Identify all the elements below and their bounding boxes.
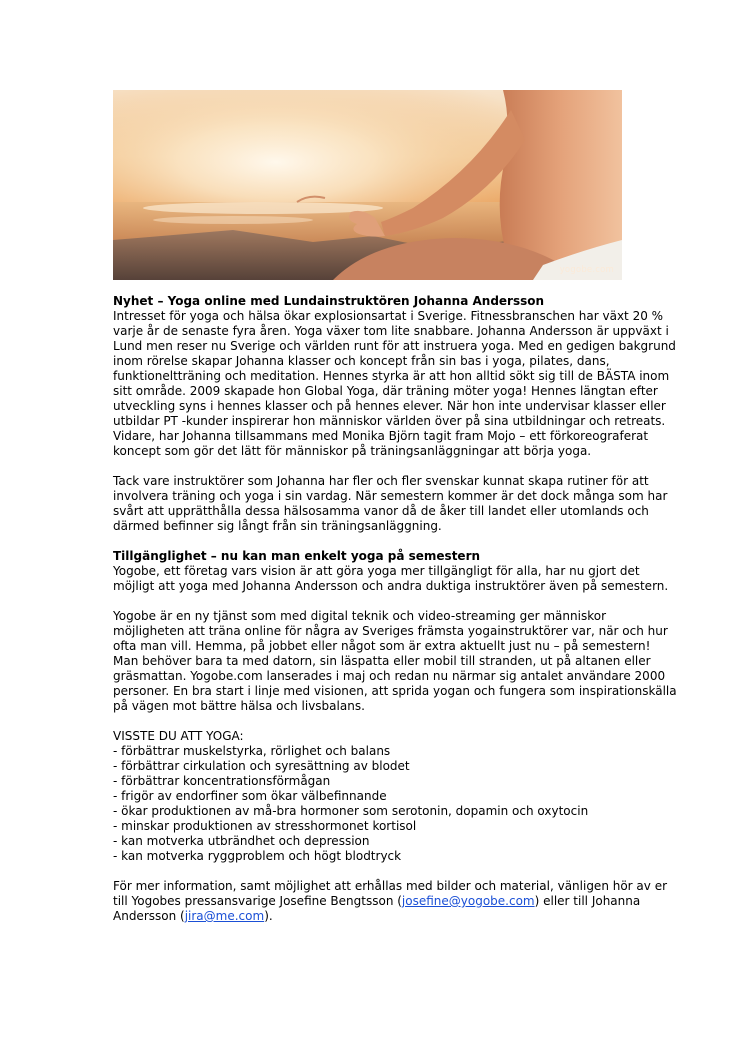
- text-line: möjligheten att träna online för några av Sveriges främsta yogainstruktörer var, när och hur: [113, 624, 668, 638]
- section-heading-news: Nyhet – Yoga online med Lundainstruktören Johanna Andersson: [113, 294, 545, 308]
- text-line: på vägen mot bättre hälsa och livsbalans.: [113, 699, 365, 713]
- list-item: - förbättrar cirkulation och syresättning av blodet: [113, 759, 410, 773]
- text-fragment: ) eller till Johanna: [534, 894, 641, 908]
- paragraph-instructors: [113, 474, 668, 534]
- contact-line-josefine: [113, 894, 641, 909]
- text-line: inom rörelse skapar Johanna klasser och koncept från sin bas i yoga, pilates, dans,: [113, 354, 610, 368]
- article-body: [113, 294, 677, 924]
- text-line: ofta man vill. Hemma, på jobbet eller något som är extra aktuellt just nu – på semestern!: [113, 639, 651, 653]
- section-availability: [113, 549, 669, 594]
- list-item: - minskar produktionen av stresshormonet kortisol: [113, 819, 417, 833]
- text-line: Man behöver bara ta med datorn, sin läspatta eller mobil till stranden, ut på altanen eller: [113, 654, 651, 668]
- facts-list: [113, 729, 633, 864]
- paragraph-yogobe: [113, 609, 677, 714]
- list-item: - förbättrar muskelstyrka, rörlighet och balans: [113, 744, 391, 758]
- text-line: utveckling syns i hennes klasser och på hennes elever. När hon inte undervisar klasser eller: [113, 399, 666, 413]
- text-line: möjligt att yoga med Johanna Andersson och andra duktiga instruktörer även på semestern.: [113, 579, 669, 593]
- text-line: sitt område. 2009 skapade hon Global Yoga, där träning möter yoga! Hennes längtan efter: [113, 384, 658, 398]
- text-line: utbildar PT -kunder inspirerar hon människor världen över på sina utbildningar och retreats.: [113, 414, 666, 428]
- text-line: Yogobe är en ny tjänst som med digital teknik och video-streaming ger människor: [113, 609, 606, 623]
- text-line: För mer information, samt möjlighet att erhållas med bilder och material, vänligen hör av er: [113, 879, 668, 893]
- list-item: - kan motverka ryggproblem och högt blodtryck: [113, 849, 402, 863]
- text-line: varje år de senaste fyra åren. Yoga växer tom lite snabbare. Johanna Andersson är uppväxt i: [113, 324, 669, 338]
- text-line: funktioneltträning och meditation. Hennes styrka är att hon alltid sökt sig till de BÄSTA inom: [113, 369, 670, 383]
- text-line: koncept som gör det lätt för människor på träningsanläggningar att börja yoga.: [113, 444, 592, 458]
- email-link-johanna[interactable]: jira@me.com: [184, 909, 265, 923]
- text-line: Tack vare instruktörer som Johanna har fler och fler svenskar kunnat skapa rutiner för att: [113, 474, 649, 488]
- text-line: Intresset för yoga och hälsa ökar explosionsartat i Sverige. Fitnessbranschen har växt 20 %: [113, 309, 664, 323]
- email-link-josefine[interactable]: josefine@yogobe.com: [401, 894, 535, 908]
- contact-line-johanna: [113, 909, 633, 924]
- text-line: gräsmattan. Yogobe.com lanserades i maj och redan nu närmar sig antalet användare 2000: [113, 669, 666, 683]
- press-release-page: [113, 90, 677, 939]
- text-line: Vidare, har Johanna tillsammans med Monika Björn tagit fram Mojo – ett förkoreograferat: [113, 429, 649, 443]
- photo-watermark: yogobe.com: [559, 265, 614, 275]
- text-line: svårt att upprätthålla dessa hälsosamma vanor då de åker till landet eller utomlands och: [113, 504, 649, 518]
- facts-title: VISSTE DU ATT YOGA:: [113, 729, 244, 743]
- section-heading-availability: Tillgänglighet – nu kan man enkelt yoga på semestern: [113, 549, 481, 563]
- text-line: Lund men reser nu Sverige och världen runt för att instruera yoga. Med en gedigen bakgrund: [113, 339, 676, 353]
- text-line: personer. En bra start i linje med visionen, att sprida yogan och fungera som inspirationskälla: [113, 684, 677, 698]
- list-item: - kan motverka utbrändhet och depression: [113, 834, 370, 848]
- list-item: - frigör av endorfiner som ökar välbefinnande: [113, 789, 387, 803]
- text-fragment: till Yogobes pressansvarige Josefine Bengtsson (: [113, 894, 402, 908]
- text-fragment: Andersson (: [113, 909, 185, 923]
- yoga-meditation-photo: [113, 90, 622, 280]
- list-item: - ökar produktionen av må-bra hormoner som serotonin, dopamin och oxytocin: [113, 804, 589, 818]
- text-line: Yogobe, ett företag vars vision är att göra yoga mer tillgängligt för alla, har nu gjort det: [113, 564, 640, 578]
- photo-scene: [113, 90, 622, 280]
- contact-paragraph: [113, 879, 668, 924]
- text-line: involvera träning och yoga i sin vardag. När semestern kommer är det dock många som har: [113, 489, 668, 503]
- text-line: därmed befinner sig långt från sin träningsanläggning.: [113, 519, 442, 533]
- section-intro: [113, 294, 676, 459]
- list-item: - förbättrar koncentrationsförmågan: [113, 774, 331, 788]
- text-fragment: ).: [264, 909, 273, 923]
